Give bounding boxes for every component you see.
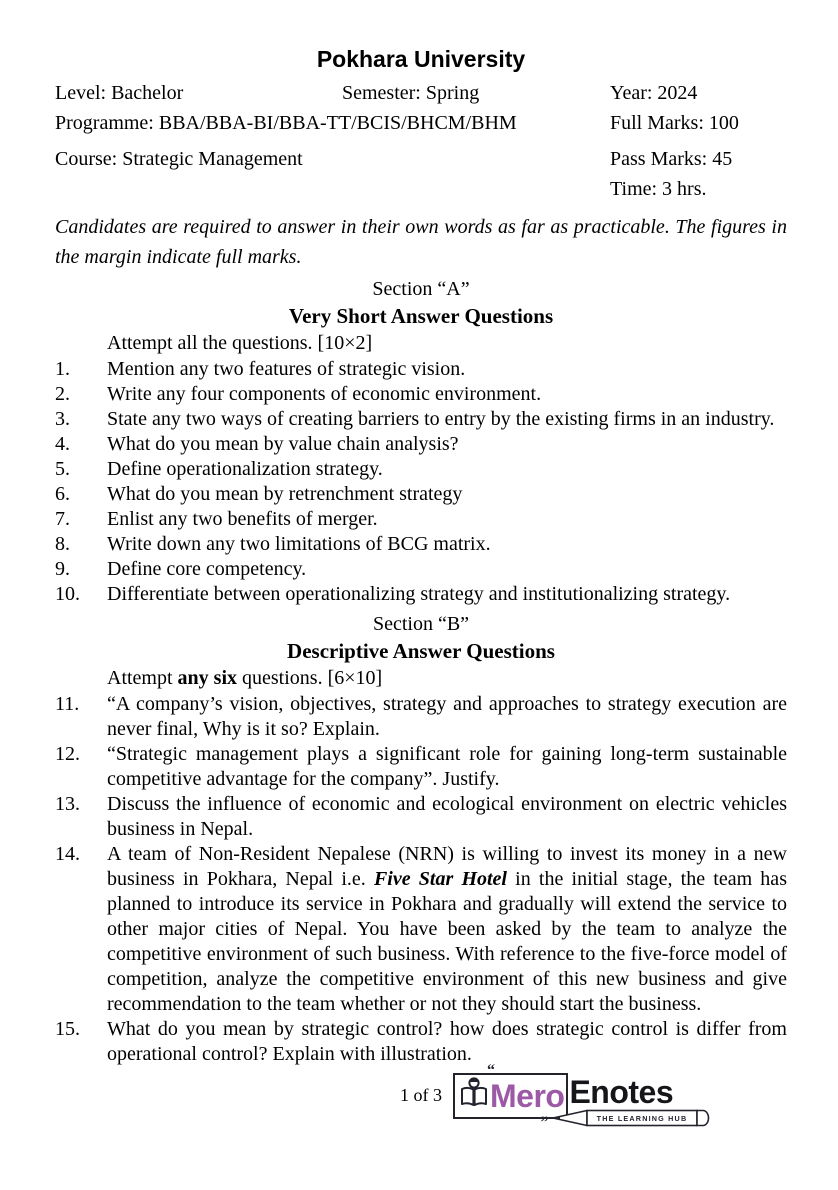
year-label: Year: 2024 [610, 82, 698, 104]
question-text: Define operationalization strategy. [107, 458, 383, 480]
attempt-marks: [10×2] [317, 332, 373, 354]
question-row [55, 382, 787, 407]
question-row [55, 507, 787, 532]
question-text-part: A team of Non-Resident Nepalese (NRN) is willing to invest its money in a new business in Pokhara, Nepal i.e. [107, 843, 787, 890]
semester-label: Semester: Spring [342, 82, 480, 104]
question-row [55, 532, 787, 557]
attempt-text: Attempt all the questions. [107, 332, 318, 354]
logo-brand-second: Enotes [569, 1074, 674, 1110]
header-row-3 [55, 144, 787, 174]
section-a-subtitle: Very Short Answer Questions [288, 304, 554, 328]
question-text: “Strategic management plays a significant role for gaining long-term sustainable competitive advantage for the company”. Justify. [107, 743, 787, 790]
header-row-1 [55, 78, 787, 108]
question-row [55, 482, 787, 507]
question-number: 6. [55, 483, 70, 505]
question-row [55, 357, 787, 382]
question-number: 7. [55, 508, 70, 530]
close-quote-mark: ” [540, 1114, 549, 1131]
question-highlight: Five Star Hotel [373, 868, 507, 890]
question-row [55, 407, 787, 432]
section-b-questions [55, 692, 787, 1067]
attempt-text: questions. [6×10] [237, 667, 383, 689]
question-number: 12. [55, 743, 80, 765]
question-row [55, 1017, 787, 1067]
section-a-attempt-note [107, 330, 787, 357]
question-text: Discuss the influence of economic and ecological environment on electric vehicles business in Nepal. [107, 793, 787, 840]
question-text: What do you mean by retrenchment strategy [107, 483, 463, 505]
question-number: 15. [55, 1018, 80, 1040]
pass-marks-label: Pass Marks: 45 [610, 148, 733, 170]
question-row [55, 432, 787, 457]
question-number: 2. [55, 383, 70, 405]
candidate-instructions: Candidates are required to answer in their own words as far as practicable. The figures in the margin indicate full marks. [55, 216, 787, 268]
question-number: 1. [55, 358, 70, 380]
question-number: 4. [55, 433, 70, 455]
course-label: Course: Strategic Management [55, 148, 303, 170]
meroenotes-logo [453, 1062, 688, 1131]
question-number: 10. [55, 583, 80, 605]
attempt-bold-text: any six [177, 667, 238, 689]
page-number: 1 of 3 [400, 1085, 442, 1105]
question-row [55, 457, 787, 482]
question-text: Differentiate between operationalizing strategy and institutionalizing strategy. [107, 583, 731, 605]
section-b-subtitle: Descriptive Answer Questions [287, 639, 555, 663]
question-number: 14. [55, 843, 80, 865]
page-title: Pokhara University [316, 46, 526, 72]
question-number: 11. [55, 693, 80, 715]
header-row-4 [55, 174, 787, 204]
time-label: Time: 3 hrs. [610, 178, 707, 200]
open-quote-mark: “ [487, 1062, 495, 1079]
question-text: State any two ways of creating barriers to entry by the existing firms in an industry. [107, 408, 775, 430]
question-text: Mention any two features of strategic vision. [107, 358, 466, 380]
pencil-banner-icon [551, 1107, 713, 1135]
question-row [55, 792, 787, 842]
question-text [107, 842, 787, 1017]
header-row-2 [55, 108, 787, 138]
logo-brand-first: Mero [490, 1078, 565, 1114]
question-row [55, 742, 787, 792]
question-text: Write down any two limitations of BCG matrix. [107, 533, 491, 555]
question-text: What do you mean by value chain analysis? [107, 433, 459, 455]
question-row [55, 582, 787, 607]
attempt-text: Attempt [107, 667, 178, 689]
question-text: What do you mean by strategic control? how does strategic control is differ from operational control? Explain with illustration. [107, 1018, 787, 1065]
section-a-questions [55, 357, 787, 607]
full-marks-label: Full Marks: 100 [610, 112, 739, 134]
question-text-part: in the initial stage, the team has planned to introduce its service in Pokhara and gradually will extend the service to other major cities of Nepal. You have been asked by the team to analyze the competitive environment of such business. With reference to the five-force model of competition, analyze the competitive environment of this new business and give recommendation to the team whether or not they should start the business. [107, 868, 787, 1015]
reading-person-book-icon [458, 1076, 490, 1116]
section-b-title: Section “B” [372, 613, 470, 635]
question-row [55, 557, 787, 582]
question-number: 8. [55, 533, 70, 555]
question-text: “A company’s vision, objectives, strategy and approaches to strategy execution are never final, Why is it so? Explain. [107, 693, 787, 740]
question-text: Enlist any two benefits of merger. [107, 508, 378, 530]
question-row [55, 842, 787, 1017]
question-number: 5. [55, 458, 70, 480]
programme-label: Programme: BBA/BBA-BI/BBA-TT/BCIS/BHCM/BHM [55, 112, 517, 134]
level-label: Level: Bachelor [55, 82, 184, 104]
question-text: Define core competency. [107, 558, 307, 580]
page-footer [55, 1062, 787, 1133]
section-a-title: Section “A” [372, 278, 470, 300]
section-b-attempt-note [107, 665, 787, 692]
question-number: 9. [55, 558, 70, 580]
question-text: Write any four components of economic environment. [107, 383, 542, 405]
question-row [55, 692, 787, 742]
question-number: 13. [55, 793, 80, 815]
question-number: 3. [55, 408, 70, 430]
logo-tagline: THE LEARNING HUB [596, 1113, 688, 1123]
